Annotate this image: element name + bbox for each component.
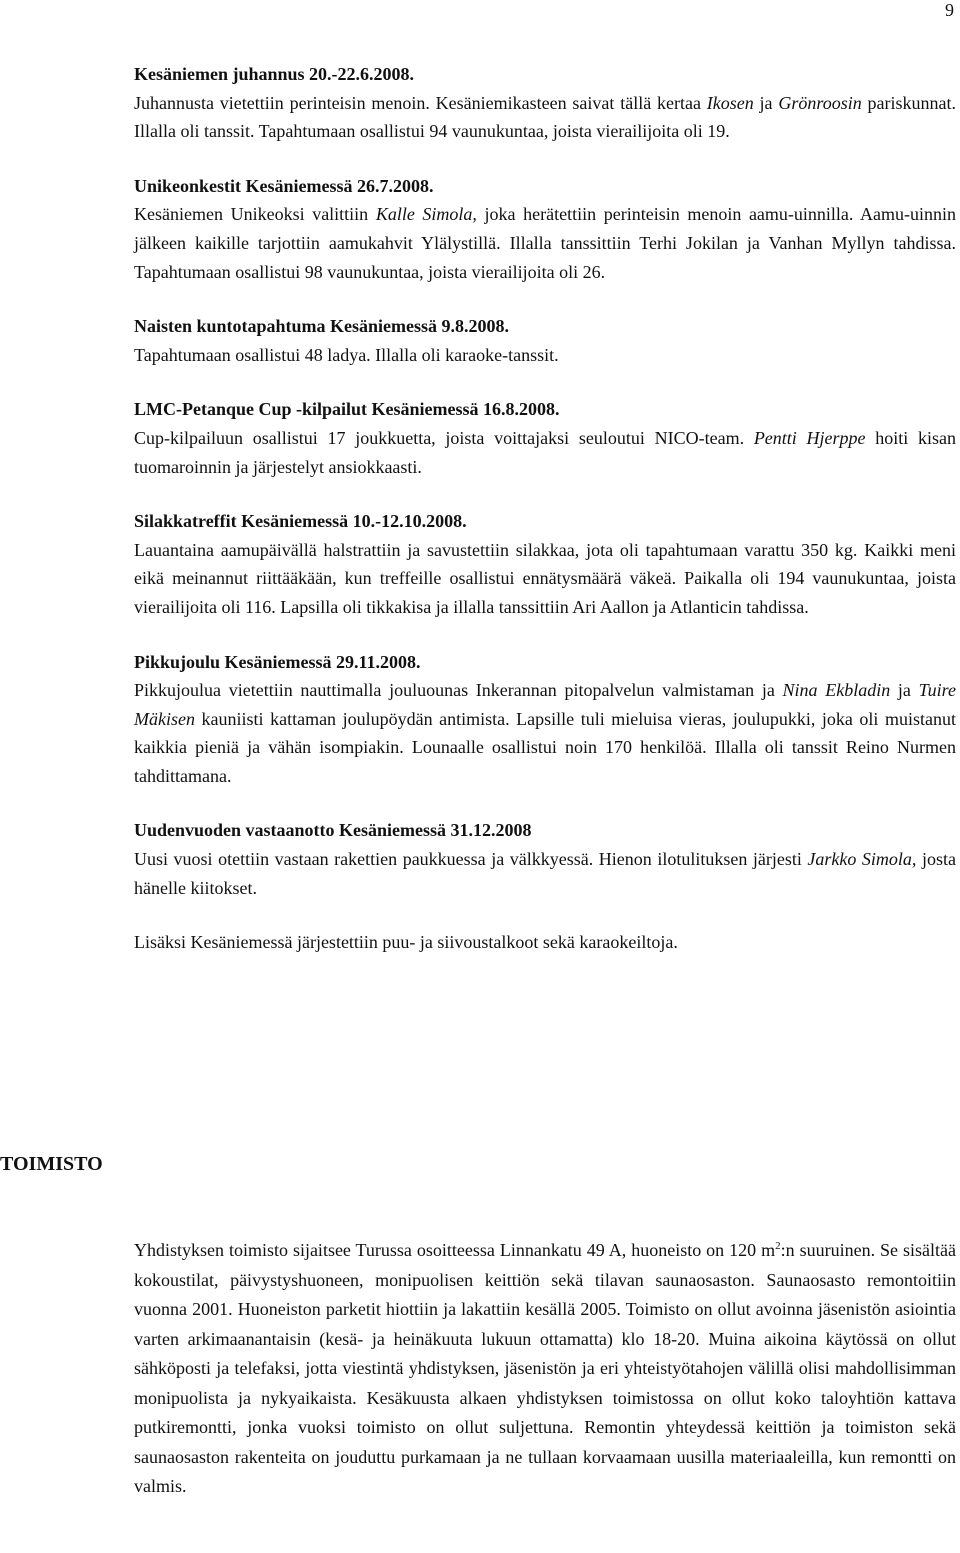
event-body bbox=[134, 341, 956, 370]
event-title: Uudenvuoden vastaanotto Kesäniemessä 31.12.2008 bbox=[134, 820, 532, 841]
event-title: Naisten kuntotapahtuma Kesäniemessä 9.8.2008. bbox=[134, 316, 510, 337]
event-block bbox=[134, 312, 956, 369]
event-body-text: Pikkujoulua vietettiin nauttimalla jouluounas Inkerannan pitopalvelun valmistaman ja bbox=[134, 680, 783, 701]
event-title: Kesäniemen juhannus 20.-22.6.2008. bbox=[134, 64, 415, 84]
closing-note-block bbox=[134, 928, 956, 957]
event-block bbox=[134, 507, 956, 621]
event-body-text: Kesäniemen Unikeoksi valittiin bbox=[134, 204, 376, 225]
event-body-text: Lauantaina aamupäivällä halstrattiin ja savustettiin silakkaa, jota oli tapahtumaan varattu 350 kg. Kaikki meni eikä meinannut riittääkään, kun treffeille osallistui ennätysmäärä väkeä. Paikalla oli 194 vaunukuntaa, joista vierailijoita oli 116. Lapsilla oli tikkakisa ja illalla tanssittiin Ari Aallon ja Atlanticin tahdissa. bbox=[134, 539, 956, 617]
event-body bbox=[134, 200, 956, 286]
event-body bbox=[134, 676, 956, 790]
events-list bbox=[134, 60, 956, 983]
office-text-rest: :n suuruinen. Se sisältää kokoustilat, päivystyshuoneen, monipuolisen keittiön sekä tilavan saunaosaston. Saunaosasto remontoitiin vuonna 2001. Huoneiston parketit hiottiin ja lakattiin kesällä 2005. Toimisto on ollut avoinna jäsenistön asiointia varten arkimaanantaisin (kesä- ja heinäkuuta lukuun ottamatta) klo 18-20. Muina aikoina käytössä on ollut sähköposti ja telefaksi, jotta viestintä yhdistyksen, jäsenistön ja eri yhteistyötahojen välillä olisi mahdollisimman monipuolista ja nykyaikaista. Kesäkuusta alkaen yhdistyksen toimistossa on ollut koko taloyhtiön kattava putkiremontti, jonka vuoksi toimisto on ollut suljettuna. Remontin yhteydessä keittiön ja toimiston sekä saunaosaston rakenteita on jouduttu purkamaan ja ne tullaan korvaamaan uusilla materiaaleilla, kun remontti on valmis. bbox=[134, 1240, 956, 1496]
event-block bbox=[134, 172, 956, 286]
section-heading-toimisto: TOIMISTO bbox=[0, 1153, 103, 1175]
closing-note: Lisäksi Kesäniemessä järjestettiin puu- ja siivoustalkoot sekä karaokeiltoja. bbox=[134, 932, 678, 953]
event-body-text: Uusi vuosi otettiin vastaan rakettien paukkuessa ja välkkyessä. Hienon ilotulituksen järjesti bbox=[134, 849, 808, 870]
event-block bbox=[134, 816, 956, 902]
event-body-text: ja bbox=[753, 92, 779, 113]
event-body-text: ja bbox=[890, 680, 919, 701]
event-body-italic-name: Pentti Hjerppe bbox=[753, 427, 866, 448]
event-body-italic-name: Kalle Simola, bbox=[375, 204, 477, 225]
office-paragraph bbox=[134, 1236, 956, 1502]
event-body bbox=[134, 89, 956, 146]
event-body-text: hoiti kisan tuomaroinnin ja järjestelyt ansiokkaasti. bbox=[134, 427, 956, 477]
event-body-italic-name: Grönroosin bbox=[778, 92, 862, 113]
event-body-italic-name: Ikosen bbox=[706, 92, 754, 113]
event-title: Silakkatreffit Kesäniemessä 10.-12.10.2008. bbox=[134, 511, 467, 532]
event-body-text: Tapahtumaan osallistui 48 ladya. Illalla oli karaoke-tanssit. bbox=[134, 344, 559, 365]
event-title: Unikeonkestit Kesäniemessä 26.7.2008. bbox=[134, 175, 434, 196]
event-body-italic-name: Jarkko Simola, bbox=[807, 849, 917, 870]
page-number: 9 bbox=[945, 0, 954, 20]
office-text-start: Yhdistyksen toimisto sijaitsee Turussa osoitteessa Linnankatu 49 A, huoneisto on 120 m bbox=[134, 1240, 776, 1260]
event-body-text: Cup-kilpailuun osallistui 17 joukkuetta, joista voittajaksi seuloutui NICO-team. bbox=[134, 427, 754, 448]
event-body bbox=[134, 845, 956, 902]
event-block bbox=[134, 60, 956, 146]
event-body-italic-name: Tuire Mäkisen bbox=[134, 680, 956, 729]
event-title: Pikkujoulu Kesäniemessä 29.11.2008. bbox=[134, 651, 421, 672]
event-body-text: joka herätettiin perinteisin menoin aamu-uinnilla. Aamu-uinnin jälkeen kaikille tarjottiin aamukahvit Ylälystillä. Illalla tanssittiin Terhi Jokilan ja Vanhan Myllyn tahdissa. Tapahtumaan osallistui 98 vaunukuntaa, joista vierailijoita oli 26. bbox=[134, 204, 957, 282]
event-body-text: kauniisti kattaman joulupöydän antimista. Lapsille tuli mieluisa vieras, joulupukki, joka oli muistanut kaikkia pieniä ja vähän isompiakin. Lounaalle osallistui noin 170 henkilöä. Illalla oli tanssit Reino Nurmen tahdittamana. bbox=[134, 708, 956, 786]
event-body bbox=[134, 424, 956, 481]
event-body bbox=[134, 536, 956, 622]
event-title: LMC-Petanque Cup -kilpailut Kesäniemessä 16.8.2008. bbox=[134, 399, 560, 420]
office-superscript: 2 bbox=[775, 1240, 781, 1252]
event-block bbox=[134, 395, 956, 481]
event-body-text: pariskunnat. Illalla oli tanssit. Tapahtumaan osallistui 94 vaunukuntaa, joista vierailijoita oli 19. bbox=[134, 92, 957, 142]
event-body-italic-name: Nina Ekbladin bbox=[782, 680, 891, 701]
event-block bbox=[134, 648, 956, 791]
event-body-text: Juhannusta vietettiin perinteisin menoin. Kesäniemikasteen saivat tällä kertaa bbox=[134, 92, 707, 113]
event-body-text: josta hänelle kiitokset. bbox=[134, 849, 956, 898]
